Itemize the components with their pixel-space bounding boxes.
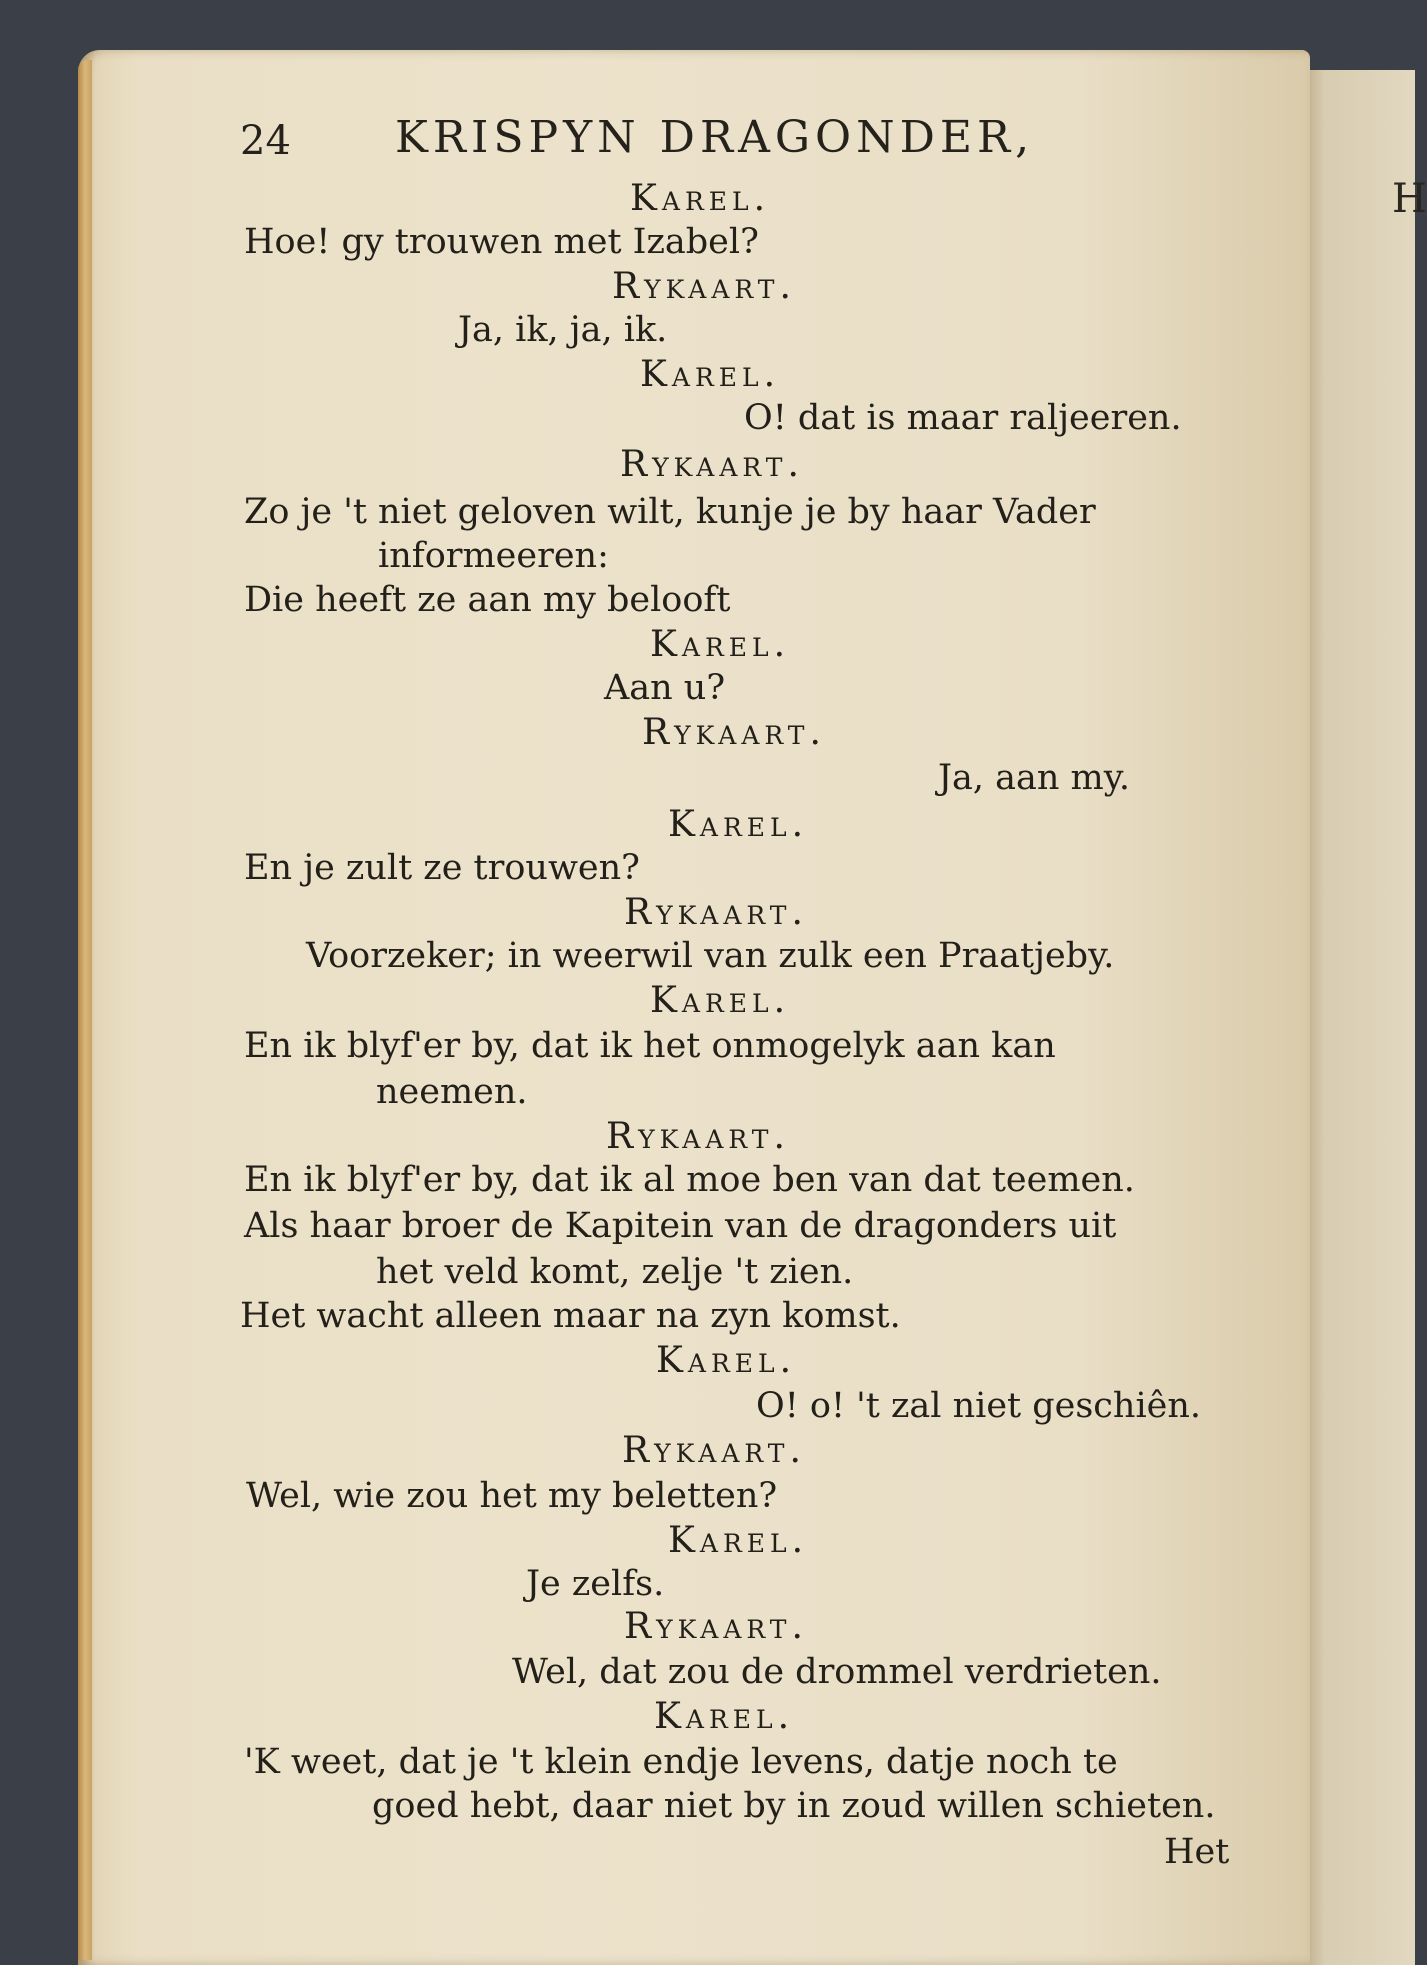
- speaker-name: Rykaart.: [606, 1116, 790, 1157]
- speech-line: Aan u?: [604, 668, 726, 708]
- speech-line: het veld komt, zelje 't zien.: [376, 1252, 854, 1292]
- page-number: 24: [240, 118, 291, 164]
- speaker-name: Karel.: [656, 1340, 797, 1381]
- speaker-name: Rykaart.: [642, 712, 826, 753]
- speech-line: Ja, ik, ja, ik.: [458, 310, 668, 350]
- speaker-name: Karel.: [668, 1520, 809, 1561]
- speaker-name: Karel.: [650, 980, 791, 1021]
- speaker-name: Karel.: [640, 354, 781, 395]
- page-header: [240, 112, 1110, 174]
- speaker-name: Rykaart.: [624, 892, 808, 933]
- speaker-name: Rykaart.: [624, 1606, 808, 1647]
- speech-line: En je zult ze trouwen?: [244, 848, 640, 888]
- speech-line: Als haar broer de Kapitein van de dragonders uit: [244, 1206, 1117, 1246]
- speech-line: Het wacht alleen maar na zyn komst.: [240, 1296, 901, 1336]
- speech-line: Wel, dat zou de drommel verdrieten.: [512, 1652, 1162, 1692]
- speech-line: En ik blyf'er by, dat ik het onmogelyk aan kan: [244, 1026, 1056, 1066]
- speech-line: Wel, wie zou het my beletten?: [246, 1476, 778, 1516]
- speech-line: Ja, aan my.: [938, 758, 1130, 798]
- running-title: KRISPYN DRAGONDER,: [395, 112, 1035, 163]
- speech-line: Die heeft ze aan my belooft: [244, 580, 731, 620]
- facing-page-letter: H: [1392, 176, 1427, 222]
- speech-line: Hoe! gy trouwen met Izabel?: [244, 222, 759, 262]
- speech-line: O! dat is maar raljeeren.: [744, 398, 1182, 438]
- speaker-name: Karel.: [630, 178, 771, 219]
- speaker-name: Rykaart.: [622, 1430, 806, 1471]
- speaker-name: Rykaart.: [612, 266, 796, 307]
- speech-line: Je zelfs.: [526, 1564, 665, 1604]
- catchword: Het: [1164, 1832, 1230, 1872]
- speech-line: En ik blyf'er by, dat ik al moe ben van dat teemen.: [244, 1160, 1135, 1200]
- speaker-name: Rykaart.: [620, 444, 804, 485]
- speech-line: Zo je 't niet geloven wilt, kunje je by haar Vader: [244, 492, 1096, 532]
- speech-line: 'K weet, dat je 't klein endje levens, datje noch te: [244, 1742, 1118, 1782]
- speech-line: neemen.: [376, 1072, 528, 1112]
- speaker-name: Karel.: [654, 1696, 795, 1737]
- speech-line: O! o! 't zal niet geschiên.: [756, 1386, 1202, 1426]
- speaker-name: Karel.: [650, 624, 791, 665]
- speaker-name: Karel.: [668, 804, 809, 845]
- speech-line: informeeren:: [378, 536, 609, 576]
- facing-page-edge: [1300, 70, 1427, 1965]
- speech-line: goed hebt, daar niet by in zoud willen schieten.: [372, 1786, 1216, 1826]
- speech-line: Voorzeker; in weerwil van zulk een Praatjeby.: [306, 936, 1115, 976]
